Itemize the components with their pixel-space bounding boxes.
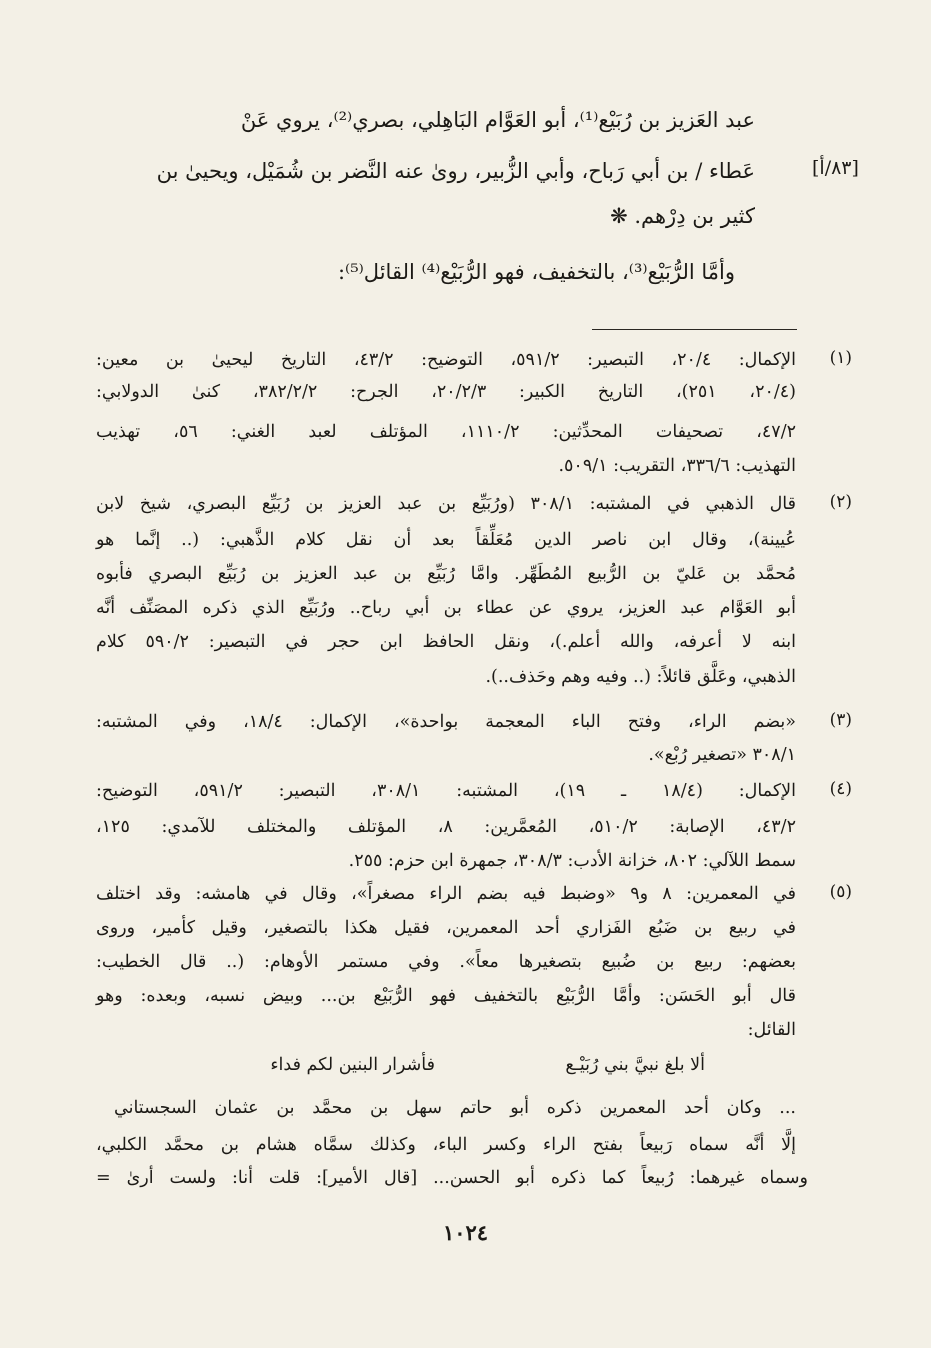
footnote-line: ... وكان أحد المعمرين ذكره أبو حاتم سهل بن محمَّد بن عثمان السجستاني: [114, 1098, 796, 1118]
footnote-line: الذهبي، وعَلَّق قائلاً: (.. وفيه وهم وحَذف..).: [485, 667, 796, 687]
footnote-line: أبو العَوَّام عبد العزيز، يروي عن عطاء بن أبي رباح.. ورُبَيِّع الذي ذكره المصَنِّف أنَّه: [96, 598, 796, 618]
verse-hemistich-first: ألا بلغ نبيَّ بني رُبَيْـع: [565, 1055, 705, 1075]
footnote-number: (٣): [829, 710, 852, 730]
footnote-number: (١): [829, 348, 852, 368]
footnote-line: التهذيب: ٣٣٦/٦، التقريب: ٥٠٩/١.: [558, 456, 796, 476]
footnote-number: (٤): [829, 779, 852, 799]
footnote-line: وسماه غيرهما: رُبيعاً كما ذكره أبو الحسن... [قال الأمير]: قلت أنا: ولست أرىٰ =: [96, 1168, 808, 1188]
verse-hemistich-second: فأشرار البنين لكم فداء: [270, 1055, 435, 1075]
footnote-line: «بضم الراء، وفتح الباء المعجمة بواحدة»، الإكمال: ١٨/٤، وفي المشتبه:: [96, 712, 796, 732]
footnote-separator: [592, 329, 797, 330]
footnote-line: قال الذهبي في المشتبه: ٣٠٨/١ (ورُبَيِّع بن عبد العزيز بن رُبَيِّع البصري، شيخ لابن: [96, 494, 796, 514]
main-text-line-3: كثير بن دِرْهم. ❋: [610, 204, 755, 228]
footnote-line: عُيينة)، وقال ابن ناصر الدين مُعَلِّقاً بعد أن نقل كلام الذَّهبي: (.. إنَّما هو: [96, 530, 796, 550]
footnote-line: القائل:: [747, 1020, 796, 1040]
footnote-number: (٥): [829, 882, 852, 902]
footnote-line: الإكمال: ٢٠/٤، التبصير: ٥٩١/٢، التوضيح: ٤٣/٢، التاريخ ليحيىٰ بن معين:: [96, 350, 797, 370]
footnote-line: (٢٠/٤، ٢٥١)، التاريخ الكبير: ٢٠/٢/٣، الجرح: ٣٨٢/٢/٢، كنىٰ الدولابي:: [96, 382, 796, 402]
footnote-line: ٤٧/٢، تصحيفات المحدِّثين: ١١١٠/٢، المؤتلف لعبد الغني: ٥٦، تهذيب: [96, 422, 796, 442]
footnote-line: ابنه لا أعرفه، والله أعلم.)، ونقل الحافظ ابن حجر في التبصير: ٥٩٠/٢ كلام: [96, 632, 797, 652]
footnote-line: سمط اللآلي: ٨٠٢، خزانة الأدب: ٣٠٨/٣، جمهرة ابن حزم: ٢٥٥.: [348, 851, 796, 871]
footnote-number: (٢): [829, 492, 852, 512]
footnote-line: ٤٣/٢، الإصابة: ٥١٠/٢، المُعمَّرين: ٨، المؤتلف والمختلف للآمدي: ١٢٥،: [96, 817, 796, 837]
manuscript-folio-marker: [٨٣/أ]: [812, 157, 859, 179]
footnote-line: ٣٠٨/١ «تصغير رُبْع».: [648, 745, 796, 765]
footnote-line: قال أبو الحَسَن: وأمَّا الرُّبَيْع بالتخفيف فهو الرُّبَيْع بن... وبيض نسبه، وبعده: وهو: [96, 986, 796, 1006]
main-text-line-2: عَطاء / بن أبي رَباح، وأبي الزُّبير، روىٰ عنه النَّضر بن شُمَيْل، ويحيىٰ بن: [156, 159, 755, 183]
footnote-line: إلَّا أنَّه سماه رَبيعاً بفتح الراء وكسر الباء، وكذلك سمَّاه هشام بن محمَّد الكلبي،: [96, 1135, 796, 1155]
footnote-line: الإكمال: (١٨/٤ ـ ١٩)، المشتبه: ٣٠٨/١، التبصير: ٥٩١/٢، التوضيح:: [96, 781, 796, 801]
main-text-line-1: عبد العَزيز بن رُبَيْع⁽¹⁾، أبو العَوَّام البَاهِلي، بصري⁽²⁾، يروي عَنْ: [240, 108, 755, 132]
footnote-line: في ربيع بن ضَبُع الفَزاري أحد المعمرين، فقيل هكذا بالتصغير، وقيل كأمير، وروى: [96, 918, 796, 938]
footnote-line: مُحمَّد بن عَليّ بن الرُّبيع المُطَهِّر. وامَّا رُبَيِّع بن عبد العزيز بن رُبَيِّع البصري فأبوه: [96, 564, 796, 584]
footnote-line: بعضهم: ربيع بن ضُبيع بتصغيرها معاً». وفي مستمر الأوهام: (.. قال الخطيب:: [96, 952, 796, 972]
page-number: ١٠٢٤: [442, 1220, 489, 1245]
footnote-line: في المعمرين: ٨ و٩ «وضبط فيه بضم الراء مصغراً»، وقال في هامشه: وقد اختلف: [96, 884, 796, 904]
main-text-line-4: وأمَّا الرُّبَيْع⁽³⁾، بالتخفيف، فهو الرُّبَيْع⁽⁴⁾ القائل⁽⁵⁾:: [337, 260, 735, 284]
